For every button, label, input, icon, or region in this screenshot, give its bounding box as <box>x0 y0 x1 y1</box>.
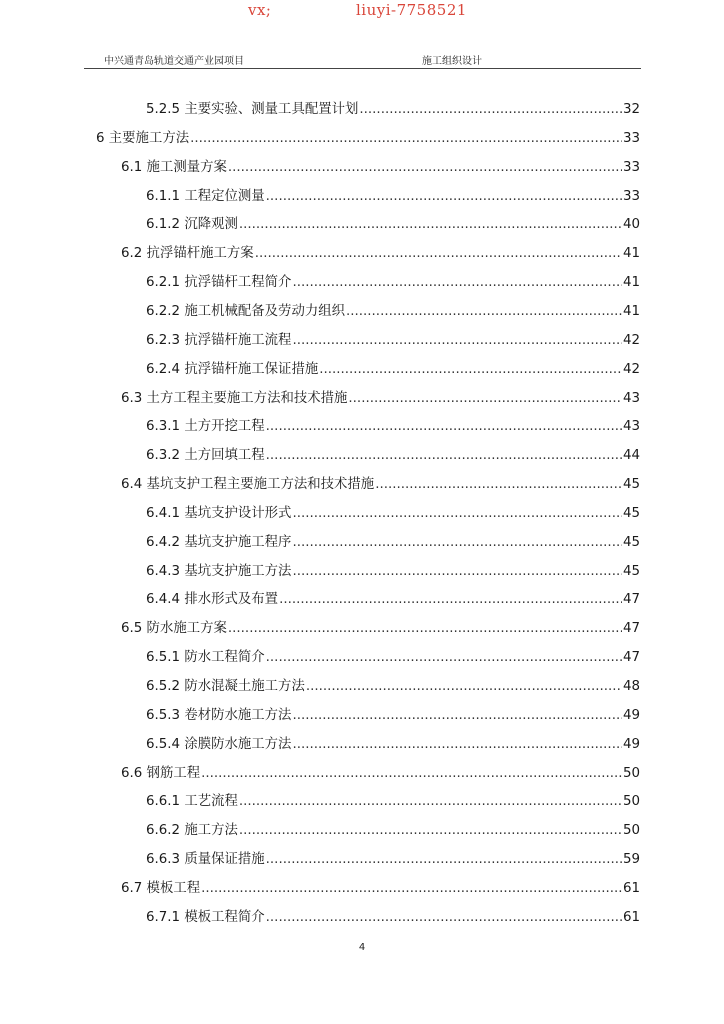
toc-entry-title: 6.6 钢筋工程 <box>121 765 201 781</box>
toc-entry-title: 6.4 基坑支护工程主要施工方法和技术措施 <box>121 477 375 493</box>
toc-entry-title: 6.7 模板工程 <box>121 880 201 896</box>
toc-entry-title: 6.2.1 抗浮锚杆工程简介 <box>146 275 292 291</box>
toc-dot-leader <box>292 531 622 555</box>
toc-entry[interactable] <box>146 819 640 843</box>
toc-entry[interactable] <box>121 387 640 411</box>
toc-entry-page: 49 <box>622 736 640 752</box>
toc-dot-leader <box>239 213 622 237</box>
toc-dot-leader <box>266 646 622 670</box>
toc-dot-leader <box>292 502 622 526</box>
toc-entry[interactable] <box>146 704 640 728</box>
toc-dot-leader <box>266 906 622 930</box>
toc-entry[interactable] <box>146 213 640 237</box>
toc-entry-page: 61 <box>622 880 640 896</box>
toc-entry-page: 50 <box>622 765 640 781</box>
toc-entry-title: 6.5.3 卷材防水施工方法 <box>146 707 292 723</box>
toc-entry-title: 6 主要施工方法 <box>96 130 190 146</box>
toc-dot-leader <box>292 733 622 757</box>
toc-entry-page: 61 <box>622 909 640 925</box>
toc-entry-title: 6.4.1 基坑支护设计形式 <box>146 505 292 521</box>
toc-entry-page: 59 <box>622 852 640 868</box>
toc-entry[interactable] <box>121 762 640 786</box>
toc-entry-title: 6.2.3 抗浮锚杆施工流程 <box>146 332 292 348</box>
toc-entry-title: 6.5 防水施工方案 <box>121 621 227 637</box>
toc-entry-title: 5.2.5 主要实验、测量工具配置计划 <box>146 102 359 117</box>
toc-entry[interactable] <box>146 98 640 122</box>
toc-entry[interactable] <box>146 531 640 555</box>
toc-dot-leader <box>266 185 622 209</box>
toc-entry-page: 33 <box>622 159 640 175</box>
header-project-name: 中兴通青岛轨道交通产业园项目 <box>104 56 244 67</box>
toc-entry[interactable] <box>146 588 640 612</box>
toc-entry[interactable] <box>146 358 640 382</box>
toc-entry[interactable] <box>146 906 640 930</box>
toc-entry-title: 6.3 土方工程主要施工方法和技术措施 <box>121 390 348 406</box>
toc-entry-title: 6.6.1 工艺流程 <box>146 794 238 810</box>
toc-dot-leader <box>266 848 622 872</box>
toc-dot-leader <box>201 762 622 786</box>
toc-entry-page: 50 <box>622 794 640 810</box>
toc-entry-page: 33 <box>622 188 640 204</box>
toc-dot-leader <box>292 560 622 584</box>
toc-entry[interactable] <box>146 415 640 439</box>
toc-entry[interactable] <box>146 502 640 526</box>
toc-entry[interactable] <box>121 473 640 497</box>
toc-entry-page: 33 <box>622 130 640 146</box>
toc-entry[interactable] <box>121 877 640 901</box>
toc-entry-page: 41 <box>622 303 640 319</box>
toc-entry-title: 6.2.2 施工机械配备及劳动力组织 <box>146 303 346 319</box>
toc-entry-title: 6.5.1 防水工程简介 <box>146 650 265 666</box>
toc-dot-leader <box>375 473 622 497</box>
toc-entry-title: 6.3.2 土方回填工程 <box>146 448 265 464</box>
toc-entry-page: 45 <box>622 534 640 550</box>
toc-entry-page: 48 <box>622 679 640 694</box>
toc-dot-leader <box>239 790 622 814</box>
toc-entry[interactable] <box>146 646 640 670</box>
toc-entry-title: 6.1.2 沉降观测 <box>146 217 238 233</box>
toc-dot-leader <box>346 300 622 324</box>
toc-entry-page: 43 <box>622 390 640 406</box>
toc-entry-title: 6.6.2 施工方法 <box>146 823 238 839</box>
toc-entry-title: 6.6.3 质量保证措施 <box>146 852 265 868</box>
toc-dot-leader <box>292 704 622 728</box>
toc-entry-page: 42 <box>622 332 640 348</box>
toc-entry-title: 6.5.2 防水混凝土施工方法 <box>146 679 305 694</box>
toc-dot-leader <box>228 156 622 180</box>
toc-dot-leader <box>255 242 622 266</box>
toc-entry-title: 6.1.1 工程定位测量 <box>146 188 265 204</box>
toc-entry-page: 43 <box>622 419 640 435</box>
toc-dot-leader <box>266 444 622 468</box>
toc-entry[interactable] <box>146 271 640 295</box>
toc-entry-title: 6.4.2 基坑支护施工程序 <box>146 534 292 550</box>
toc-entry-page: 45 <box>622 477 640 493</box>
toc-entry[interactable] <box>121 617 640 641</box>
toc-entry-title: 6.4.4 排水形式及布置 <box>146 592 279 608</box>
toc-entry[interactable] <box>146 560 640 584</box>
toc-entry[interactable] <box>96 127 640 151</box>
toc-entry[interactable] <box>146 675 640 699</box>
toc-dot-leader <box>279 588 622 612</box>
toc-entry[interactable] <box>146 329 640 353</box>
toc-dot-leader <box>292 329 622 353</box>
toc-entry-page: 44 <box>622 448 640 464</box>
toc-entry-title: 6.1 施工测量方案 <box>121 159 227 175</box>
toc-dot-leader <box>359 98 622 122</box>
toc-dot-leader <box>201 877 622 901</box>
toc-dot-leader <box>306 675 622 699</box>
toc-entry-title: 6.2.4 抗浮锚杆施工保证措施 <box>146 361 319 377</box>
toc-entry-page: 49 <box>622 707 640 723</box>
toc-entry-page: 47 <box>622 650 640 666</box>
toc-entry[interactable] <box>121 156 640 180</box>
toc-entry-title: 6.5.4 涂膜防水施工方法 <box>146 736 292 752</box>
watermark <box>0 0 724 22</box>
toc-entry-page: 42 <box>622 361 640 377</box>
toc-entry-page: 47 <box>622 592 640 608</box>
toc-dot-leader <box>228 617 622 641</box>
toc-entry-title: 6.3.1 土方开挖工程 <box>146 419 265 435</box>
page-header <box>84 52 641 69</box>
toc-entry-title: 6.2 抗浮锚杆施工方案 <box>121 246 254 262</box>
toc-dot-leader <box>292 271 622 295</box>
toc-entry-page: 40 <box>622 217 640 233</box>
toc-entry-page: 47 <box>622 621 640 637</box>
toc-entry-page: 50 <box>622 823 640 839</box>
toc-dot-leader <box>319 358 622 382</box>
toc-dot-leader <box>266 415 622 439</box>
toc-entry[interactable] <box>146 300 640 324</box>
watermark-vx: vx; <box>248 1 272 19</box>
page-number: 4 <box>358 942 366 953</box>
toc-entry-page: 32 <box>622 102 640 117</box>
watermark-contact: liuyi-7758521 <box>356 1 467 19</box>
toc-entry[interactable] <box>146 848 640 872</box>
toc-dot-leader <box>239 819 622 843</box>
toc-entry[interactable] <box>146 185 640 209</box>
toc-entry-page: 45 <box>622 563 640 579</box>
toc-entry[interactable] <box>146 444 640 468</box>
toc-entry-page: 45 <box>622 505 640 521</box>
toc-entry[interactable] <box>121 242 640 266</box>
toc-dot-leader <box>348 387 622 411</box>
toc-dot-leader <box>190 127 622 151</box>
toc-entry-page: 41 <box>622 246 640 262</box>
toc-entry-title: 6.7.1 模板工程简介 <box>146 909 265 925</box>
toc-entry-title: 6.4.3 基坑支护施工方法 <box>146 563 292 579</box>
toc-entry[interactable] <box>146 790 640 814</box>
toc-entry-page: 41 <box>622 275 640 291</box>
toc-entry[interactable] <box>146 733 640 757</box>
header-doc-title: 施工组织设计 <box>422 56 482 67</box>
